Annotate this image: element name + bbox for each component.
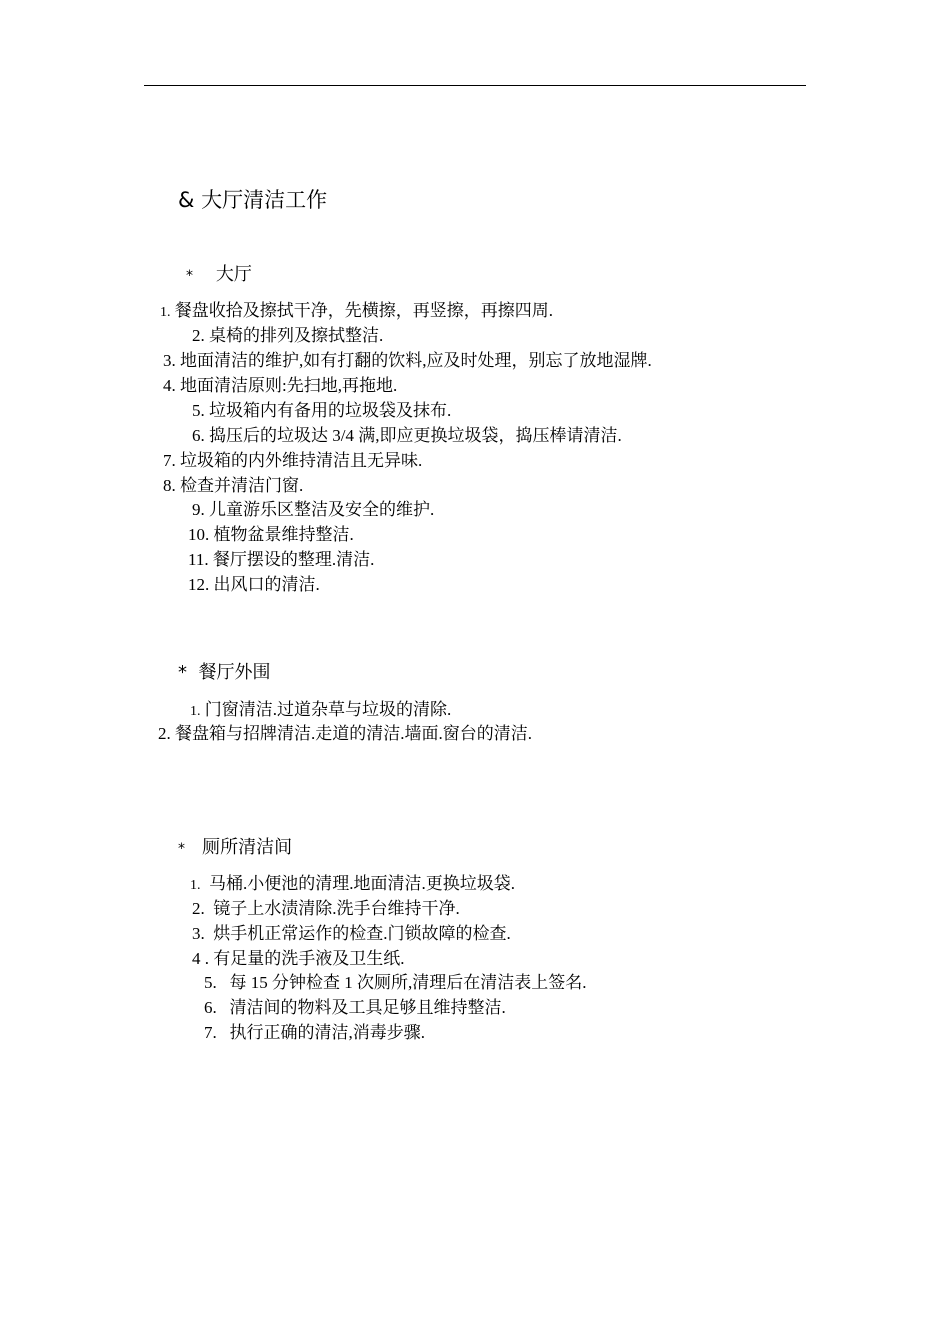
section-title: 大厅: [215, 264, 252, 285]
list-item: 6. 清洁间的物料及工具足够且维持整洁.: [204, 998, 506, 1017]
section-heading-restroom: [178, 837, 292, 860]
document-title: [178, 187, 327, 213]
list-item: 5. 每 15 分钟检查 1 次厕所,清理后在清洁表上签名.: [204, 973, 587, 992]
list-item: 9. 儿童游乐区整洁及安全的维护.: [192, 500, 435, 519]
title-text: 大厅清洁工作: [201, 188, 328, 212]
section-heading-exterior: [178, 662, 270, 684]
list-item: 5. 垃圾箱内有备用的垃圾袋及抹布.: [192, 401, 452, 420]
list-item: 4 . 有足量的洗手液及卫生纸.: [192, 949, 405, 968]
list-item: 2. 餐盘箱与招牌清洁.走道的清洁.墙面.窗台的清洁.: [158, 724, 532, 743]
list-item: 1. 门窗清洁.过道杂草与垃圾的清除.: [190, 700, 452, 719]
list-item: 2. 桌椅的排列及擦拭整洁.: [192, 326, 384, 345]
list-item: 7. 执行正确的清洁,消毒步骤.: [204, 1023, 425, 1042]
list-item: 7. 垃圾箱的内外维持清洁且无异味.: [163, 451, 423, 470]
section-heading-hall: [186, 264, 252, 287]
list-item: 10. 植物盆景维持整洁.: [188, 525, 354, 544]
list-item: 12. 出风口的清洁.: [188, 575, 320, 594]
list-item: 3. 地面清洁的维护,如有打翻的饮料,应及时处理，别忘了放地湿牌.: [163, 351, 652, 370]
list-item: 1. 餐盘收拾及擦拭干净，先横擦，再竖擦，再擦四周.: [160, 301, 553, 320]
list-item: 6. 捣压后的垃圾达 3/4 满,即应更换垃圾袋，捣压棒请清洁.: [192, 426, 622, 445]
list-item: 2. 镜子上水渍清除.洗手台维持干净.: [192, 899, 460, 918]
list-item: 3. 烘手机正常运作的检查.门锁故障的检查.: [192, 924, 511, 943]
list-item: 1. 马桶.小便池的清理.地面清洁.更换垃圾袋.: [190, 874, 515, 893]
section-title: 厕所清洁间: [202, 837, 293, 858]
section-marker: *: [178, 662, 187, 683]
list-item: 4. 地面清洁原则:先扫地,再拖地.: [163, 376, 398, 395]
section-marker: *: [186, 268, 193, 284]
title-marker: &: [178, 188, 195, 212]
list-item: 11. 餐厅摆设的整理.清洁.: [188, 550, 375, 569]
section-marker: *: [178, 841, 185, 857]
section-title: 餐厅外围: [198, 662, 271, 683]
header-rule: [144, 85, 806, 86]
list-item: 8. 检查并清洁门窗.: [163, 476, 304, 495]
